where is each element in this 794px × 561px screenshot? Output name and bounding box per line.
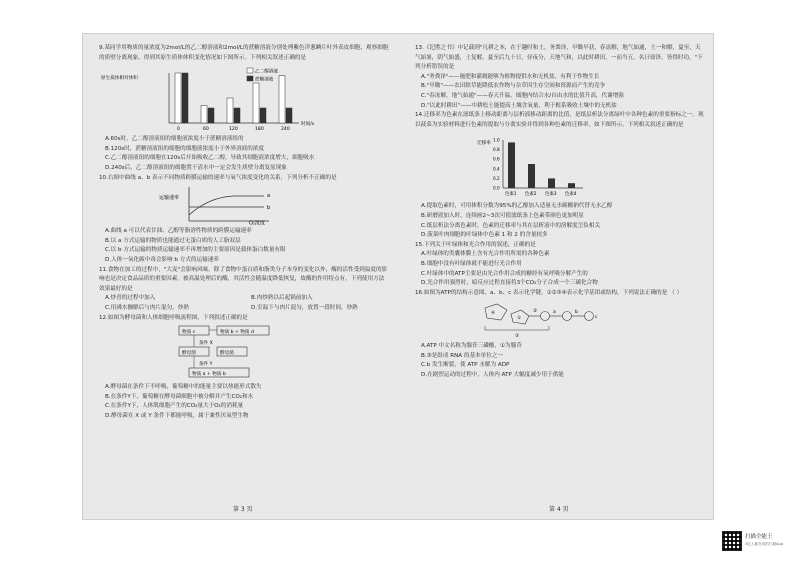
q14-option-d: D.菠菜叶肉细胞的叶绿体中色素 1 和 2 的含量较多 xyxy=(421,232,548,239)
question-14-stem: 14.迁移率为色素在滤纸条上移动距离与层析液移动距离的比值，是纸层析法分离绿叶中各种色素的重要指标之一。现以菠菜为实验材料进行色素的提取与分离实验并得到各种色素的迁移率，如下图所示。下列相关叙述正确的是 xyxy=(415,112,704,128)
group-1-label: ① xyxy=(517,316,522,322)
q11-option-c: C.用沸水搁解后与肉片混匀，炒熟 xyxy=(105,304,189,311)
condition-x: 条件 X xyxy=(199,341,213,347)
bond-a-label: a xyxy=(553,310,556,316)
q15-option-b: B.细胞中没有叶绿体就不能进行光合作用 xyxy=(421,260,522,267)
page-number-4: 第 4 页 xyxy=(549,506,569,513)
q12-option-d: D.酵母菌在 X 或 Y 条件下都能呼吸，属于兼性厌氧型生物 xyxy=(105,412,249,419)
bar-蔗糖溶液-240 xyxy=(286,108,292,123)
condition-y: 条件 Y xyxy=(199,362,213,368)
q10-option-b: B.以 a 方式运输的物质也能通过无蛋白质的人工脂双层 xyxy=(105,237,241,244)
phosphate-2 xyxy=(563,312,572,321)
q15-option-a: A.叶绿体的类囊体膜上含有光合作用所需的各种色素 xyxy=(421,251,550,258)
group-3-label: ③ xyxy=(515,334,520,340)
bar-乙二醇溶液-120 xyxy=(227,98,233,123)
x-tick-label: 120 xyxy=(229,127,238,133)
question-10-stem: 10.右图中曲线 a、b 表示不同物质跨膜运输的速率与氧气浓度变化的关系，下列分析不正确的是 xyxy=(99,174,337,181)
box-substance-bd: 物质 b + 物质 d xyxy=(220,330,254,336)
x-axis-label: 时间/s xyxy=(301,122,315,128)
exam-sheet xyxy=(82,33,714,520)
bar-蔗糖溶液-180 xyxy=(260,108,266,123)
box-yeast: 酵母菌 xyxy=(182,351,196,357)
q13-option-a: A."务粪泽"——施肥和灌溉能够为植物提供水和无机盐，有利于作物生长 xyxy=(421,73,600,80)
q14-option-c: C.纸层析法分离色素时，色素的迁移率与其在层析液中的溶解度呈负相关 xyxy=(421,222,601,229)
bar-蔗糖溶液-120 xyxy=(234,108,240,123)
bar-色素4 xyxy=(568,184,575,189)
q15-option-c: C.叶绿体中的ATP主要是由光合作用合成的糖经有氧呼吸分解产生的 xyxy=(421,270,588,277)
left-column xyxy=(99,44,389,421)
box-substance-c: 物质 c xyxy=(182,330,196,336)
bar-色素2 xyxy=(528,164,535,188)
q14-option-a: A.提取色素时，可用体积分数为95%的乙醇加入适量无水碳酸钠代替无水乙醇 xyxy=(421,203,613,210)
y-axis-label: 迁移率 xyxy=(477,141,491,147)
chart-9-svg xyxy=(99,65,319,133)
right-column xyxy=(415,44,705,381)
x-tick-label: 180 xyxy=(255,127,264,133)
q11-option-d: D.室温下与肉片混匀，放置一段时间，炒熟 xyxy=(251,304,358,311)
bar-乙二醇溶液-0 xyxy=(175,73,181,123)
y-tick-label: 0.8 xyxy=(493,147,500,153)
q16-option-a: A.ATP 中文名称为腺苷三磷酸，①为腺苷 xyxy=(421,343,522,350)
flowchart-svg xyxy=(99,325,319,381)
box-substance-ab: 物质 a + 物质 b xyxy=(192,372,226,378)
y-tick-label: 1.0 xyxy=(493,137,500,143)
q10-xlabel: O₂浓度 xyxy=(249,220,265,226)
q9-option-c: C.乙二醇溶液组的细胞在120s后开始吸收乙二醇，导致其细胞液浓度增大，细胞吸水 xyxy=(105,155,315,162)
q15-option-d: D.光合作用强烈时，暗反应过程直接将3个CO₂分子合成一个三碳化合物 xyxy=(421,280,598,287)
box-yeast-2: 酵母菌 xyxy=(220,351,234,357)
chart-14-svg xyxy=(415,132,635,200)
question-13-stem: 13.《汜胜之书》中记载到"凡耕之本，在于趣时和土，务粪泽，早锄早获，春冻解，地气始通，土一和解，夏至，天气始暑，阴气始盛，土复解，夏至后九十日，昼夜分，天地气和，以此时耕田，一而当五，名曰膏泽，皆得时功。"下列分析错误的是 xyxy=(415,45,703,71)
question-12-stem: 12.如图为酵母菌和人体细胞呼吸流程图，下列叙述正确的是 xyxy=(99,314,248,321)
q9-option-b: B.120s时，蔗糖溶液组的细胞的细胞液浓度小于外界溶液的浓度 xyxy=(105,145,265,152)
atp-svg xyxy=(415,300,635,340)
x-tick-label: 色素4 xyxy=(565,192,577,198)
phosphate-3 xyxy=(585,312,594,321)
bar-蔗糖溶液-0 xyxy=(182,73,188,123)
atp-structure-diagram xyxy=(415,300,705,340)
bond-b-label: b xyxy=(575,310,578,316)
question-11-stem: 11.食物在加工的过程中，"大麦"会影响风味。除了食物中蛋白质和脂类分子本身的变化以外，酶的活性受到温度的影响也是决定食品品质的重要因素。被高温处理后的酶，其活性会随温度降低恢复，故酶的作用特点有，下列使用方法效果最好的是 xyxy=(99,266,388,292)
scanner-brand: 扫描全能王 xyxy=(745,534,773,540)
x-tick-label: 0 xyxy=(177,127,180,133)
bar-乙二醇溶液-180 xyxy=(253,83,259,123)
x-tick-label: 色素2 xyxy=(525,192,537,198)
respiration-flowchart xyxy=(99,325,389,381)
legend-entry: 蔗糖溶液 xyxy=(255,77,274,83)
q10-option-d: D.人体一氧化碳中毒会影响 b 方式的运输速率 xyxy=(105,256,219,263)
bond-c-label: c xyxy=(595,315,598,321)
q9-option-a: A.60s时，乙二醇溶液组的细胞液浓度小于蔗糖溶液组的 xyxy=(105,136,244,143)
y-axis-label: 原生质体相对体积 xyxy=(101,76,138,82)
q16-option-c: C.b 发生断裂，使 ATP 水解为 ADP xyxy=(421,362,510,369)
q12-option-a: A.酵母菌在条件下不呼吸，葡萄糖中的能量主要以热能形式散失 xyxy=(105,384,262,391)
x-tick-label: 240 xyxy=(281,127,290,133)
q10-ylabel: 运输速率 xyxy=(159,195,180,202)
group-2-label: ② xyxy=(533,309,538,315)
q13-option-c: C."春冻解，地气始通"——春天升温，细胞内结合水/自由水的比值升高，代谢增强 xyxy=(421,92,624,99)
q10-option-c: C.以 b 方式运输的物质运输速率不再增加的主要原因是载体蛋白数量有限 xyxy=(105,247,286,254)
question-14-chart xyxy=(415,132,705,200)
q16-option-d: D.在剧烈运动的过程中，人体内 ATP 大幅度减少用于供能 xyxy=(421,372,564,379)
q10-option-a: A.曲线 a 可以代表甘油、乙醇等脂溶性物质的跨膜运输速率 xyxy=(105,228,252,235)
page-number-3: 第 3 页 xyxy=(233,506,253,513)
q14-option-b: B.研磨液加入时，连续画2~3次可使滤纸条上色素带颜色更加明显 xyxy=(421,212,584,219)
curve-a-label: a xyxy=(267,193,271,200)
bar-乙二醇溶液-240 xyxy=(279,76,285,124)
legend-swatch xyxy=(247,68,253,73)
y-tick-label: 0.2 xyxy=(493,176,500,182)
q16-option-b: B.③是组成 RNA 的基本单位之一 xyxy=(421,352,504,359)
x-tick-label: 色素3 xyxy=(545,192,557,198)
bar-色素3 xyxy=(548,179,555,189)
curve-b-label: b xyxy=(267,205,271,212)
y-tick-label: 0.0 xyxy=(493,185,500,191)
q11-options-row-1 xyxy=(99,294,389,304)
q11-option-a: A.炒青的过程中加入 xyxy=(105,295,156,302)
question-9-chart xyxy=(99,65,389,133)
q13-option-d: D."以此时耕田"——中耕松土能提高土壤含氧量，利于根系吸收土壤中的无机盐 xyxy=(421,102,617,109)
scanner-subtitle: 3亿人都在用的扫描App xyxy=(745,542,784,546)
qr-code-icon xyxy=(722,531,742,551)
q11-options-row-2 xyxy=(99,304,389,314)
y-tick-label: 0.6 xyxy=(493,157,500,163)
scanner-watermark xyxy=(722,531,783,551)
y-tick-label: 0.4 xyxy=(493,166,500,172)
scanner-text xyxy=(745,534,783,548)
legend-entry: 乙二醇溶液 xyxy=(255,69,278,75)
q12-option-b: B.在条件Y下，葡萄糖在酵母菌细胞中被分解并产生CO₂和水 xyxy=(105,393,254,400)
transport-graph xyxy=(99,185,299,225)
bar-乙二醇溶液-60 xyxy=(201,106,207,124)
q11-option-b: B.肉炒熟以后起锅前加入 xyxy=(251,295,313,302)
x-tick-label: 60 xyxy=(203,127,209,133)
question-10-graph xyxy=(99,185,389,225)
bar-色素1 xyxy=(508,143,515,189)
x-tick-label: 色素1 xyxy=(505,192,517,198)
question-9-stem: 9.某同学用物质的量浓度为2mol/L的乙二醇溶液和2mol/L的蔗糖溶液分别处理紫色洋葱鳞片叶外表皮细胞，观察细胞的质壁分离现象，得到其原生质体体积变化情况如下图所示。下列相关叙述正确的是 xyxy=(99,45,389,61)
q13-option-b: B."早锄"——农田除草能降低农作物与杂草因生存空间和资源而产生的竞争 xyxy=(421,83,606,90)
bar-蔗糖溶液-60 xyxy=(208,108,214,123)
question-15-stem: 15.下列关于叶绿体和光合作用的叙述，正确的是 xyxy=(415,241,536,248)
question-16-stem: 16.如图为ATP的结构示意图，a、b、c 表示化学键，①②③④表示化学基团或结构，下列说法正确的是 （ ） xyxy=(415,289,683,296)
adenine-shape xyxy=(485,304,507,320)
phosphate-1 xyxy=(541,312,550,321)
group-4-label: ④ xyxy=(491,311,496,317)
legend-swatch xyxy=(247,76,253,81)
q9-option-d: D.240s后，乙二醇溶液组的细胞置于清水中一定会发生质壁分离复原现象 xyxy=(105,164,287,171)
q12-option-c: C.在条件Y下，人体肌细胞产生的CO₂量大于O₂的消耗量 xyxy=(105,403,244,410)
